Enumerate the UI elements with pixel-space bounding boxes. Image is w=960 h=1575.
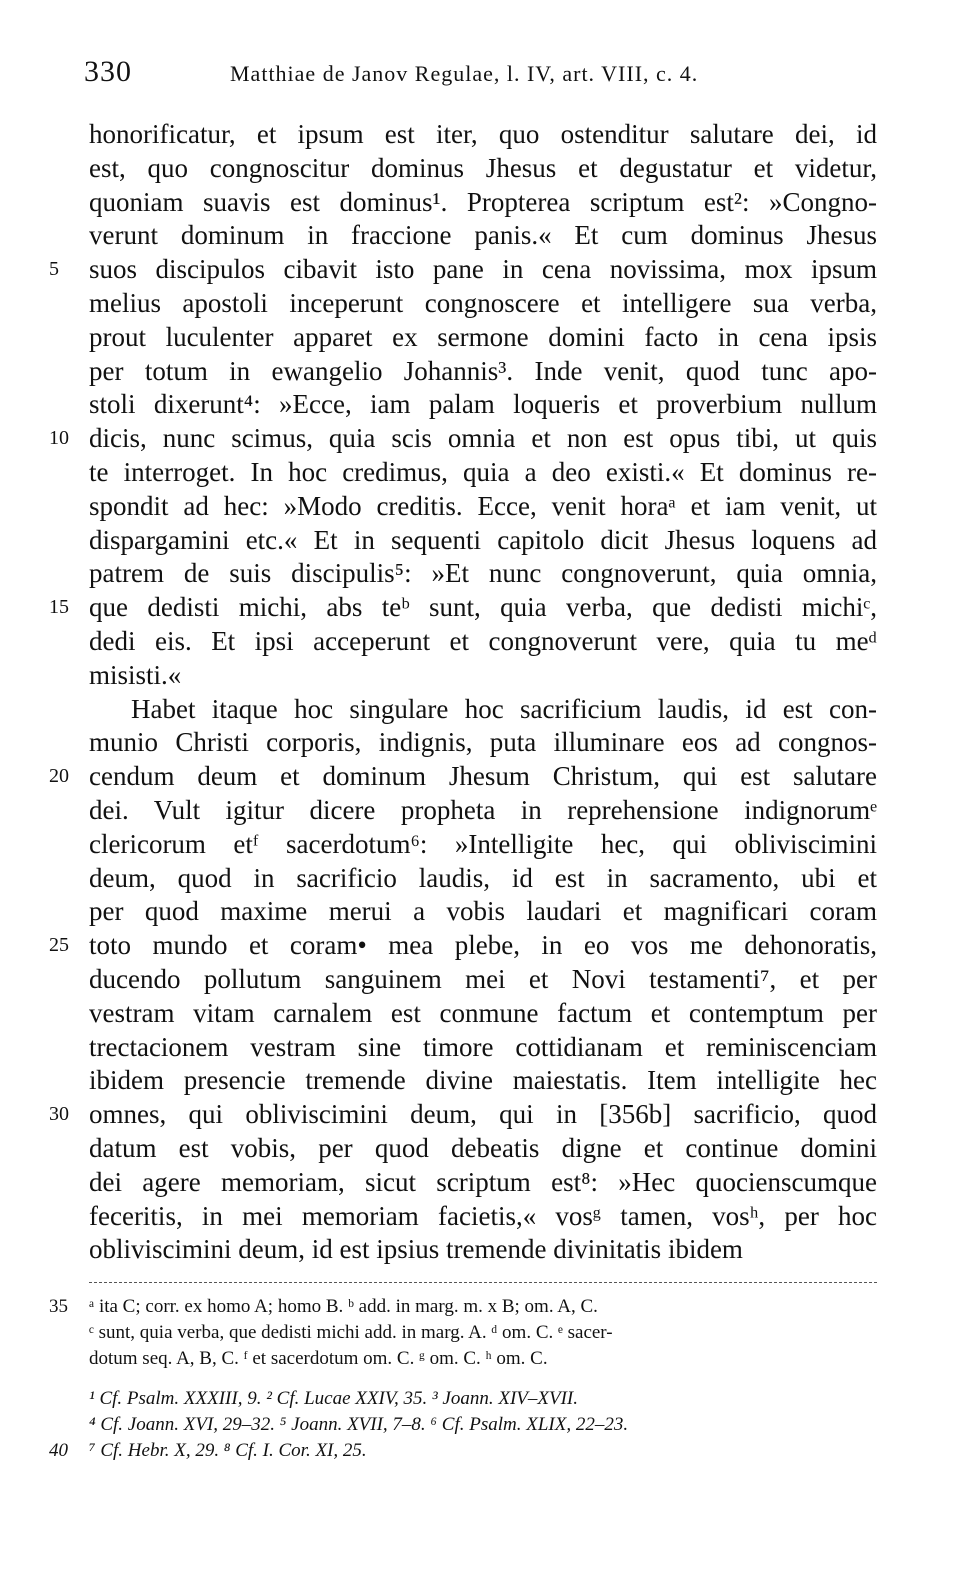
line-text: obliviscimini deum, id est ipsius tremende divinitatis ibidem	[89, 1234, 743, 1265]
line-text: munio Christi corporis, indignis, puta illuminare eos ad congnos-	[89, 727, 877, 758]
text-line	[49, 760, 877, 794]
text-line	[89, 321, 877, 355]
page-header	[84, 55, 876, 95]
text-line	[49, 591, 877, 625]
text-line	[49, 422, 877, 456]
line-text: quoniam suavis est dominus¹. Propterea scriptum est²: »Congno-	[89, 186, 877, 217]
apparatus-line	[89, 1346, 877, 1372]
line-text: ibidem presencie tremende divine maiestatis. Item intelligite hec	[89, 1065, 877, 1096]
text-line	[89, 1031, 877, 1065]
text-line	[49, 929, 877, 963]
line-text: toto mundo et coram• mea plebe, in eo vos me dehonoratis,	[89, 930, 877, 961]
line-text: ⁴ Cf. Joann. XVI, 29–32. ⁵ Joann. XVII, 7–8. ⁶ Cf. Psalm. XLIX, 22–23.	[89, 1414, 629, 1435]
line-text: vestram vitam carnalem est conmune factum et contemptum per	[89, 997, 877, 1028]
line-text: per quod maxime merui a vobis laudari et magnificari coram	[89, 896, 877, 927]
footnote-separator	[89, 1282, 877, 1283]
line-text: dedi eis. Et ipsi acceperunt et congnoverunt vere, quia tu meᵈ	[89, 625, 877, 656]
text-line	[89, 625, 877, 659]
line-text: dei. Vult igitur dicere propheta in reprehensione indignorumᵉ	[89, 794, 877, 825]
line-text: suos discipulos cibavit isto pane in cena novissima, mox ipsum	[89, 254, 877, 285]
line-number: 40	[49, 1440, 68, 1461]
source-note-line	[89, 1386, 877, 1412]
line-text: datum est vobis, per quod debeatis digne et continue domini	[89, 1132, 877, 1163]
line-number: 10	[49, 427, 69, 450]
line-text: verunt dominum in fraccione panis.« Et cum dominus Jhesus	[89, 220, 877, 251]
text-line	[89, 1233, 877, 1267]
line-text: patrem de suis discipulis⁵: »Et nunc congnoverunt, quia omnia,	[89, 558, 877, 589]
text-line	[49, 1098, 877, 1132]
text-line	[89, 118, 877, 152]
line-text: spondit ad hec: »Modo creditis. Ecce, venit horaᵃ et iam venit, ut	[89, 490, 877, 521]
text-line	[89, 456, 877, 490]
text-line	[89, 997, 877, 1031]
text-line	[89, 524, 877, 558]
line-text: melius apostoli inceperunt congnoscere et intelligere sua verba,	[89, 287, 877, 318]
line-number: 25	[49, 934, 69, 957]
line-number: 15	[49, 596, 69, 619]
text-line	[89, 828, 877, 862]
text-line	[89, 557, 877, 591]
text-line	[89, 1064, 877, 1098]
line-text: dispargamini etc.« Et in sequenti capitolo dicit Jhesus loquens ad	[89, 524, 877, 555]
line-text: ¹ Cf. Psalm. XXXIII, 9. ² Cf. Lucae XXIV, 35. ³ Joann. XIV–XVII.	[89, 1388, 579, 1409]
text-line	[89, 490, 877, 524]
text-line	[89, 1132, 877, 1166]
line-text: ducendo pollutum sanguinem mei et Novi testamenti⁷, et per	[89, 963, 877, 994]
text-line	[89, 963, 877, 997]
text-line	[89, 1200, 877, 1234]
line-text: que dedisti michi, abs teᵇ sunt, quia verba, que dedisti michiᶜ,	[89, 592, 877, 623]
line-text: dicis, nunc scimus, quia scis omnia et non est opus tibi, ut quis	[89, 423, 877, 454]
text-line	[89, 388, 877, 422]
line-text: dei agere memoriam, sicut scriptum est⁸: »Hec quocienscumque	[89, 1166, 877, 1197]
text-line	[89, 862, 877, 896]
line-text: omnes, qui obliviscimini deum, qui in [356b] sacrificio, quod	[89, 1099, 877, 1130]
line-text: trectacionem vestram sine timore cottidianam et reminiscenciam	[89, 1031, 877, 1062]
line-text: feceritis, in mei memoriam facietis,« vosᵍ tamen, vosʰ, per hoc	[89, 1200, 877, 1231]
text-line	[89, 659, 877, 693]
line-text: deum, quod in sacrificio laudis, id est in sacramento, ubi et	[89, 862, 877, 893]
line-number: 35	[49, 1296, 68, 1317]
line-text: stoli dixerunt⁴: »Ecce, iam palam loqueris et proverbium nullum	[89, 389, 877, 420]
line-number: 5	[49, 258, 59, 281]
footnotes	[49, 1294, 877, 1464]
line-text: te interroget. In hoc credimus, quia a deo existi.« Et dominus re-	[89, 456, 877, 487]
text-line	[89, 287, 877, 321]
line-text: per totum in ewangelio Johannis³. Inde venit, quod tunc apo-	[89, 355, 877, 386]
text-line	[89, 726, 877, 760]
line-text: ᶜ sunt, quia verba, que dedisti michi add. in marg. A. ᵈ om. C. ᵉ sacer-	[89, 1322, 613, 1343]
source-note-line	[49, 1438, 877, 1464]
line-text: dotum seq. A, B, C. ᶠ et sacerdotum om. C. ᵍ om. C. ʰ om. C.	[89, 1348, 548, 1369]
apparatus-line	[49, 1294, 877, 1320]
apparatus-line	[89, 1320, 877, 1346]
line-text: honorificatur, et ipsum est iter, quo ostenditur salutare dei, id	[89, 119, 877, 149]
line-text: prout luculenter apparet ex sermone domini facto in cena ipsis	[89, 321, 877, 352]
text-line	[89, 693, 877, 727]
running-title: Matthiae de Janov Regulae, l. IV, art. VIII, c. 4.	[230, 61, 699, 86]
text-line	[89, 186, 877, 220]
line-text: ᵃ ita C; corr. ex homo A; homo B. ᵇ add. in marg. m. x B; om. A, C.	[89, 1296, 598, 1317]
line-text: Habet itaque hoc singulare hoc sacrificium laudis, id est con-	[131, 693, 877, 724]
source-note-line	[89, 1412, 877, 1438]
line-text: clericorum etᶠ sacerdotum⁶: »Intelligite hec, qui obliviscimini	[89, 828, 877, 859]
text-line	[89, 794, 877, 828]
text-line	[89, 152, 877, 186]
line-text: cendum deum et dominum Jhesum Christum, qui est salutare	[89, 761, 877, 792]
line-number: 30	[49, 1103, 69, 1126]
text-line	[49, 253, 877, 287]
text-line	[89, 1166, 877, 1200]
line-text: est, quo congnoscitur dominus Jhesus et degustatur et videtur,	[89, 152, 877, 183]
text-line	[89, 219, 877, 253]
line-text: ⁷ Cf. Hebr. X, 29. ⁸ Cf. I. Cor. XI, 25.	[89, 1440, 367, 1461]
line-text: misisti.«	[89, 659, 182, 690]
line-number: 20	[49, 765, 69, 788]
text-line	[89, 355, 877, 389]
page-number: 330	[84, 55, 132, 88]
main-text	[49, 118, 877, 1267]
text-line	[89, 895, 877, 929]
